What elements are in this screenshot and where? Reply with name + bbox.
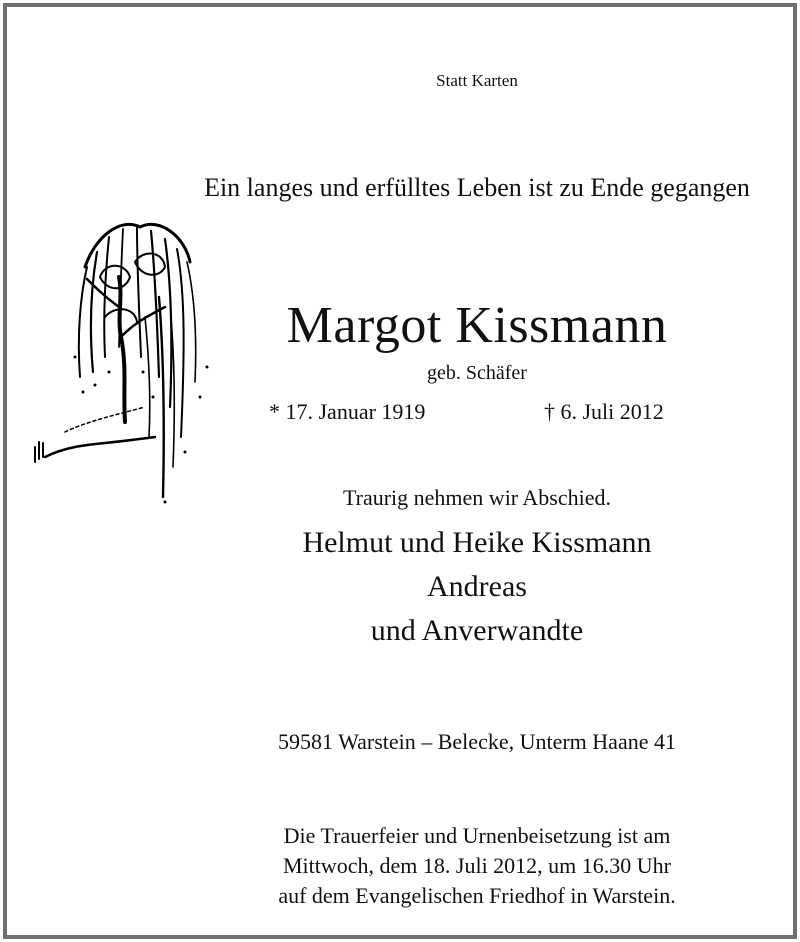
mourner-line: Helmut und Heike Kissmann xyxy=(302,526,652,559)
intro-text: Ein langes und erfülltes Leben ist zu Ende gegangen xyxy=(204,173,750,202)
farewell-text: Traurig nehmen wir Abschied. xyxy=(342,485,612,510)
family-address: 59581 Warstein – Belecke, Unterm Haane 41 xyxy=(278,729,676,754)
birth-date: * 17. Januar 1919 xyxy=(269,399,426,424)
ceremony-line: Die Trauerfeier und Urnenbeisetzung ist am xyxy=(283,823,671,848)
life-dates xyxy=(177,399,777,429)
mourner-line: Andreas xyxy=(427,570,527,603)
deceased-name: Margot Kissmann xyxy=(286,297,668,354)
ceremony-details xyxy=(177,821,777,911)
birth-name: geb. Schäfer xyxy=(427,362,527,384)
mourners-list xyxy=(177,521,777,653)
notice-header: Statt Karten xyxy=(436,71,518,90)
mourner-line: und Anverwandte xyxy=(370,614,584,647)
notice-frame xyxy=(3,3,797,939)
ceremony-line: auf dem Evangelischen Friedhof in Warstein. xyxy=(278,883,676,908)
ceremony-line: Mittwoch, dem 18. Juli 2012, um 16.30 Uhr xyxy=(282,853,672,878)
death-date: † 6. Juli 2012 xyxy=(544,399,664,424)
